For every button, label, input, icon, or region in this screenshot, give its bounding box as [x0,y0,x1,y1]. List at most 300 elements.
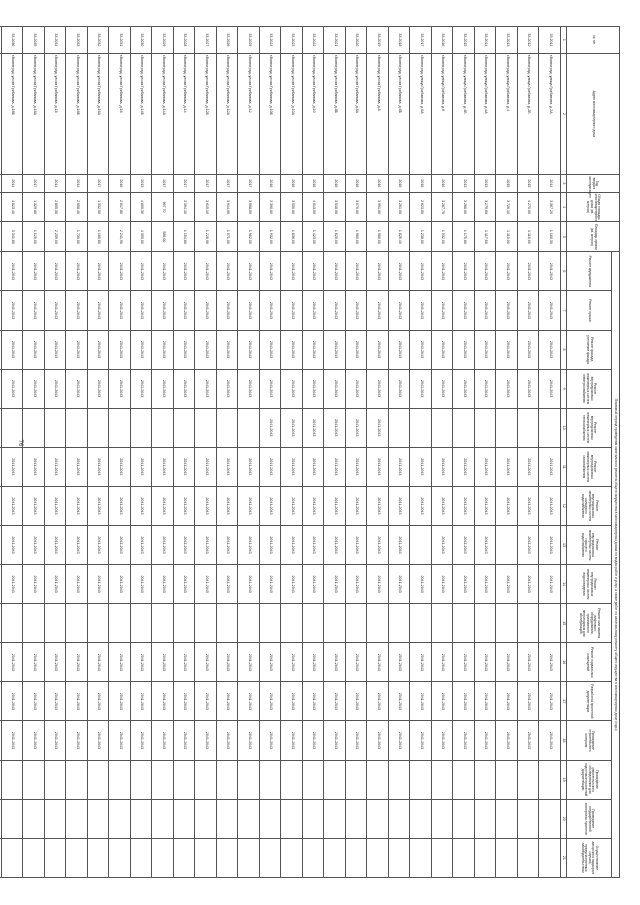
row-number: 33.2011 [539,27,561,54]
roof-area-cell [0,222,2,252]
header-num: № п/п [567,27,620,54]
period-cell [174,604,196,643]
period-cell: 2041-2043 [324,447,346,486]
header-work-type: Ремонт фундамента [567,252,612,291]
period-cell: 2041-2043 [453,369,475,408]
header-work-type: Ремонт внутридомовых инженерных систем электроснабжения [567,369,612,408]
column-number: 20 [561,799,567,838]
period-cell: 2041-2043 [195,682,217,721]
table-row [66,27,88,878]
period-cell: 2041-2043 [109,525,131,564]
period-cell [0,369,2,408]
period-cell [346,760,368,799]
period-cell: 2041-2043 [217,369,239,408]
period-cell [195,838,217,877]
period-cell [260,799,282,838]
period-cell: 2041-2043 [217,291,239,330]
period-cell: 2041-2043 [475,565,497,604]
row-number [0,27,2,54]
period-cell [432,799,454,838]
period-cell: 2041-2043 [281,643,303,682]
row-number: 33.2023 [281,27,303,54]
period-cell [66,604,88,643]
period-cell: 2041-2043 [45,721,67,760]
period-cell: 2041-2043 [152,330,174,369]
period-cell [303,760,325,799]
column-number: 2 [561,53,567,174]
period-cell [518,838,540,877]
column-number: 12 [561,486,567,525]
period-cell [2,604,24,643]
period-cell: 2041-2043 [496,252,518,291]
period-cell: 2041-2043 [109,252,131,291]
period-cell: 2041-2043 [303,408,325,447]
period-cell: 2041-2043 [475,525,497,564]
period-cell [260,838,282,877]
period-cell: 2041-2043 [453,330,475,369]
row-number: 33.2013 [496,27,518,54]
period-cell [281,799,303,838]
period-cell: 2041-2043 [303,369,325,408]
period-cell [2,408,24,447]
period-cell: 2041-2043 [346,682,368,721]
period-cell: 2041-2043 [303,252,325,291]
row-number: 33.2026 [217,27,239,54]
roof-area-cell: 1 110,00 [496,222,518,252]
period-cell: 2041-2043 [475,252,497,291]
period-cell [410,525,432,564]
total-area-cell: 2 623,80 [410,192,432,222]
period-cell [131,760,153,799]
table-row [518,27,540,878]
header-work-type: Ремонт внутридомовых инженерных систем водоотведения [567,565,612,604]
period-cell [2,799,24,838]
period-cell: 2041-2043 [475,682,497,721]
period-cell [453,838,475,877]
roof-area-cell: 586,00 [152,222,174,252]
column-number: 17 [561,682,567,721]
period-cell [389,604,411,643]
period-cell: 2041-2043 [131,682,153,721]
roof-area-cell: 2 241,90 [109,222,131,252]
period-cell [518,760,540,799]
column-number: 7 [561,291,567,330]
period-cell [23,760,45,799]
period-cell [195,760,217,799]
period-cell: 2041-2043 [131,565,153,604]
period-cell [238,604,260,643]
total-area-cell [0,192,2,222]
period-cell [432,408,454,447]
period-cell [539,838,561,877]
period-cell: 2041-2043 [174,643,196,682]
period-cell: 2041-2043 [539,486,561,525]
address-cell: г.Волгоград, ул.им.Грибанова, д.18 [45,53,67,174]
total-area-cell: 3 261,00 [389,192,411,222]
total-area-cell: 1 332,50 [88,192,110,222]
year-cell: 2016 [432,175,454,192]
period-cell: 2041-2043 [518,369,540,408]
period-cell: 2041-2043 [131,330,153,369]
period-cell: 2041-2043 [88,369,110,408]
period-cell: 2041-2043 [346,486,368,525]
year-cell [0,175,2,192]
period-cell: 2041-2043 [195,330,217,369]
total-area-cell: 3 390,00 [260,192,282,222]
address-cell: г.Волгоград, ул.им.Грибанова, д.16 [109,53,131,174]
column-number: 8 [561,330,567,369]
year-cell: 2013 [131,175,153,192]
period-cell: 2041-2043 [217,252,239,291]
roof-area-cell: 1 175,80 [453,222,475,252]
period-cell: 2041-2043 [217,486,239,525]
period-cell: 2041-2043 [496,565,518,604]
period-cell: 2041-2043 [217,330,239,369]
period-cell: 2041-2043 [238,369,260,408]
period-cell [66,760,88,799]
period-cell [389,760,411,799]
period-cell: 2041-2043 [281,291,303,330]
period-cell: 2041-2043 [238,486,260,525]
period-cell: 2041-2043 [346,291,368,330]
period-cell: 2041-2043 [131,643,153,682]
row-number: 33.2017 [410,27,432,54]
period-cell [109,799,131,838]
roof-area-cell: 1 962,00 [238,222,260,252]
period-cell: 2041-2043 [217,447,239,486]
period-cell: 2041-2043 [496,447,518,486]
period-cell: 2041-2043 [453,682,475,721]
period-cell: 2041-2043 [174,525,196,564]
period-cell [0,721,2,760]
column-number: 14 [561,565,567,604]
period-cell: 2041-2043 [109,447,131,486]
period-cell: 2041-2043 [2,721,24,760]
period-cell: 2041-2043 [303,565,325,604]
period-cell: 2041-2043 [260,330,282,369]
period-cell: 2041-2043 [281,252,303,291]
roof-area-cell: 2 259,00 [45,222,67,252]
period-cell: 2041-2043 [346,721,368,760]
period-cell: 2041-2043 [389,486,411,525]
address-cell: г.Волгоград, ул.им.Грибанова, д.6Б [389,53,411,174]
period-cell [23,604,45,643]
column-number: 16 [561,643,567,682]
header-work-type: Разработка проектной документации [567,682,612,721]
period-cell [496,799,518,838]
period-cell: 2041-2043 [66,721,88,760]
period-cell: 2041-2043 [496,682,518,721]
period-cell [45,799,67,838]
period-cell: 2041-2043 [131,291,153,330]
period-cell: 2041-2043 [324,369,346,408]
period-cell [45,838,67,877]
period-cell: 2041-2043 [152,369,174,408]
year-cell: 2015 [518,175,540,192]
period-cell: 2041-2043 [367,682,389,721]
document-page [11,26,620,878]
period-cell: 2041-2043 [238,330,260,369]
period-cell: 2041-2043 [518,721,540,760]
column-number: 15 [561,604,567,643]
period-cell: 2041-2043 [45,643,67,682]
period-cell: 2041-2043 [195,486,217,525]
period-cell: 2041-2043 [367,252,389,291]
period-cell: 2041-2043 [2,643,24,682]
column-number: 1 [561,27,567,54]
address-cell: г.Волгоград, улица Грибанова, д.2А [539,53,561,174]
period-cell: 2041-2043 [195,721,217,760]
period-cell [0,838,2,877]
period-cell: 2041-2043 [303,721,325,760]
period-cell [217,604,239,643]
total-area-cell: 3 568,00 [238,192,260,222]
period-cell [475,604,497,643]
period-cell: 2041-2043 [195,369,217,408]
period-cell: 2041-2043 [432,682,454,721]
period-cell [367,799,389,838]
table-row [453,27,475,878]
period-cell: 2041-2043 [303,330,325,369]
total-area-cell: 4 270,00 [518,192,540,222]
period-cell: 2041-2043 [260,447,282,486]
period-cell: 2041-2043 [2,565,24,604]
period-cell [217,760,239,799]
period-cell [475,838,497,877]
column-number: 6 [561,252,567,291]
period-cell: 2041-2043 [303,291,325,330]
period-cell [496,525,518,564]
period-cell [389,408,411,447]
period-cell: 2041-2043 [131,721,153,760]
period-cell [518,408,540,447]
header-work-type: Проведение строительного контроля [567,721,612,760]
header-work-type: Ремонт внутридомовых инженерных систем горячего водоснабжения [567,525,612,564]
roof-area-cell: 1 423,00 [303,222,325,252]
period-cell: 2041-2043 [238,252,260,291]
roof-area-cell: 1 116,00 [518,222,540,252]
period-cell: 2041-2043 [432,643,454,682]
column-number: 21 [561,838,567,877]
period-cell: 2041-2043 [195,252,217,291]
table-row [303,27,325,878]
roof-area-cell: 3 341,80 [2,222,24,252]
period-cell [0,604,2,643]
period-cell: 2041-2043 [66,643,88,682]
period-cell [475,760,497,799]
period-cell: 2041-2043 [432,330,454,369]
period-cell [453,760,475,799]
period-cell: 2041-2043 [260,565,282,604]
roof-area-cell: 1 032,00 [432,222,454,252]
period-cell: 2041-2043 [281,721,303,760]
total-area-cell: 3 991,00 [367,192,389,222]
period-cell: 2041-2043 [260,291,282,330]
year-cell: 2016 [303,175,325,192]
period-cell [217,838,239,877]
table-row [217,27,239,878]
period-cell [432,838,454,877]
address-cell: г.Волгоград, улица Грибанова, д.4 [496,53,518,174]
period-cell [539,408,561,447]
address-cell: г.Волгоград, улица Грибанова, д.2Б [518,53,540,174]
period-cell: 2041-2043 [23,369,45,408]
period-cell: 2041-2043 [45,565,67,604]
period-cell: 2041-2043 [410,447,432,486]
period-cell [346,838,368,877]
period-cell: 2041-2043 [88,682,110,721]
period-cell: 2041-2043 [66,330,88,369]
header-work-type: Осуществление авторского надзора в случаях, предусмотренных законодательством [567,838,612,877]
period-cell: 2041-2043 [23,525,45,564]
period-cell: 2041-2043 [324,252,346,291]
period-cell [238,408,260,447]
column-number: 18 [561,721,567,760]
period-cell [66,799,88,838]
period-cell: 2041-2043 [238,565,260,604]
period-cell [238,838,260,877]
period-cell: 2041-2043 [174,565,196,604]
period-cell: 2041-2043 [45,447,67,486]
period-cell: 2041-2043 [303,486,325,525]
period-cell: 2041-2043 [475,291,497,330]
total-area-cell: 3 518,00 [324,192,346,222]
year-cell: 2014 [45,175,67,192]
total-area-cell: 2 805,30 [45,192,67,222]
period-cell: 2041-2043 [389,643,411,682]
period-cell: 2041-2043 [195,525,217,564]
table-row [0,27,2,878]
total-area-cell: 3 726,10 [496,192,518,222]
period-cell: 2041-2043 [109,643,131,682]
header-work-type: Проведение энергетического обследования для подготовки проектной документации [567,760,612,799]
period-cell [453,799,475,838]
period-cell [88,838,110,877]
total-area-cell: 3 914,00 [217,192,239,222]
period-cell [217,408,239,447]
period-cell: 2041-2043 [432,525,454,564]
roof-area-cell: 1 160,30 [539,222,561,252]
period-cell [88,799,110,838]
period-cell: 2041-2043 [195,643,217,682]
period-cell: 2041-2043 [453,565,475,604]
address-cell: г.Волгоград, ул.им.Грибанова, д.10 [303,53,325,174]
period-cell: 2041-2043 [66,369,88,408]
total-area-cell: 3 530,00 [281,192,303,222]
period-cell: 2041-2043 [281,408,303,447]
period-cell [324,799,346,838]
roof-area-cell: 1 180,80 [88,222,110,252]
period-cell: 2041-2043 [23,721,45,760]
total-area-cell: 4 823,40 [2,192,24,222]
period-cell: 2041-2043 [367,369,389,408]
row-number: 33.2027 [195,27,217,54]
year-cell: 2017 [152,175,174,192]
period-cell [109,604,131,643]
roof-area-cell: 1 571,00 [217,222,239,252]
period-cell: 2041-2043 [410,486,432,525]
period-cell: 2041-2043 [539,252,561,291]
period-cell [174,838,196,877]
period-cell [496,604,518,643]
address-cell: г.Волгоград, ул.им.Грибанова, д.10Б [260,53,282,174]
period-cell [346,799,368,838]
period-cell [88,408,110,447]
period-cell: 2041-2043 [238,447,260,486]
period-cell [109,408,131,447]
period-cell: 2041-2043 [389,291,411,330]
column-number: 11 [561,447,567,486]
period-cell: 2041-2043 [389,721,411,760]
period-cell: 2041-2043 [539,291,561,330]
period-cell: 2041-2043 [389,330,411,369]
period-cell: 2041-2043 [23,565,45,604]
header-work-type: Ремонт внутридомовых инженерных систем газоснабжения [567,447,612,486]
table-row [131,27,153,878]
period-cell: 2041-2043 [453,486,475,525]
period-cell: 2041-2043 [217,643,239,682]
period-cell: 2041-2043 [539,643,561,682]
roof-area-cell: 1 117,60 [475,222,497,252]
period-cell: 2041-2043 [346,447,368,486]
address-cell: г.Волгоград, ул.им.Грибанова, д.10А [281,53,303,174]
period-cell: 2041-2043 [66,565,88,604]
row-number: 33.2025 [238,27,260,54]
address-cell: г.Волгоград, ул.им.Грибанова, д.18Б [2,53,24,174]
address-cell: г.Волгоград, улица Грибанова, д.4А [475,53,497,174]
period-cell: 2041-2043 [66,525,88,564]
row-number: 33.2034 [45,27,67,54]
period-cell: 2041-2043 [475,486,497,525]
row-number: 33.2024 [260,27,282,54]
table-row [23,27,45,878]
period-cell: 2041-2043 [260,369,282,408]
period-cell [88,604,110,643]
year-cell: 2017 [174,175,196,192]
period-cell: 2041-2043 [45,486,67,525]
period-cell: 2041-2043 [496,643,518,682]
period-cell [281,604,303,643]
period-cell [131,799,153,838]
period-cell: 2041-2043 [260,721,282,760]
roof-area-cell: 1 228,90 [195,222,217,252]
period-cell [45,408,67,447]
period-cell: 2041-2043 [174,369,196,408]
period-cell [174,760,196,799]
period-cell [432,604,454,643]
period-cell: 2041-2043 [23,682,45,721]
period-cell [66,838,88,877]
period-cell: 2041-2043 [475,643,497,682]
period-cell [303,604,325,643]
period-cell: 2041-2043 [152,252,174,291]
header-work-type: Ремонт подвальных помещений [567,643,612,682]
period-cell: 2041-2043 [367,486,389,525]
period-cell [367,838,389,877]
period-cell [45,760,67,799]
period-cell: 2041-2043 [152,643,174,682]
period-cell: 2041-2043 [66,291,88,330]
period-cell: 2041-2043 [303,643,325,682]
table-row [346,27,368,878]
address-cell: г.Волгоград, ул.им.Грибанова, д.8А [346,53,368,174]
row-number: 33.2030 [131,27,153,54]
period-cell: 2041-2043 [281,330,303,369]
address-cell: г.Волгоград, ул.им.Грибанова, д.8 [367,53,389,174]
period-cell: 2041-2043 [109,565,131,604]
period-cell: 2041-2043 [496,291,518,330]
address-cell: г.Волгоград, ул.им.Грибанова, д.16А [88,53,110,174]
